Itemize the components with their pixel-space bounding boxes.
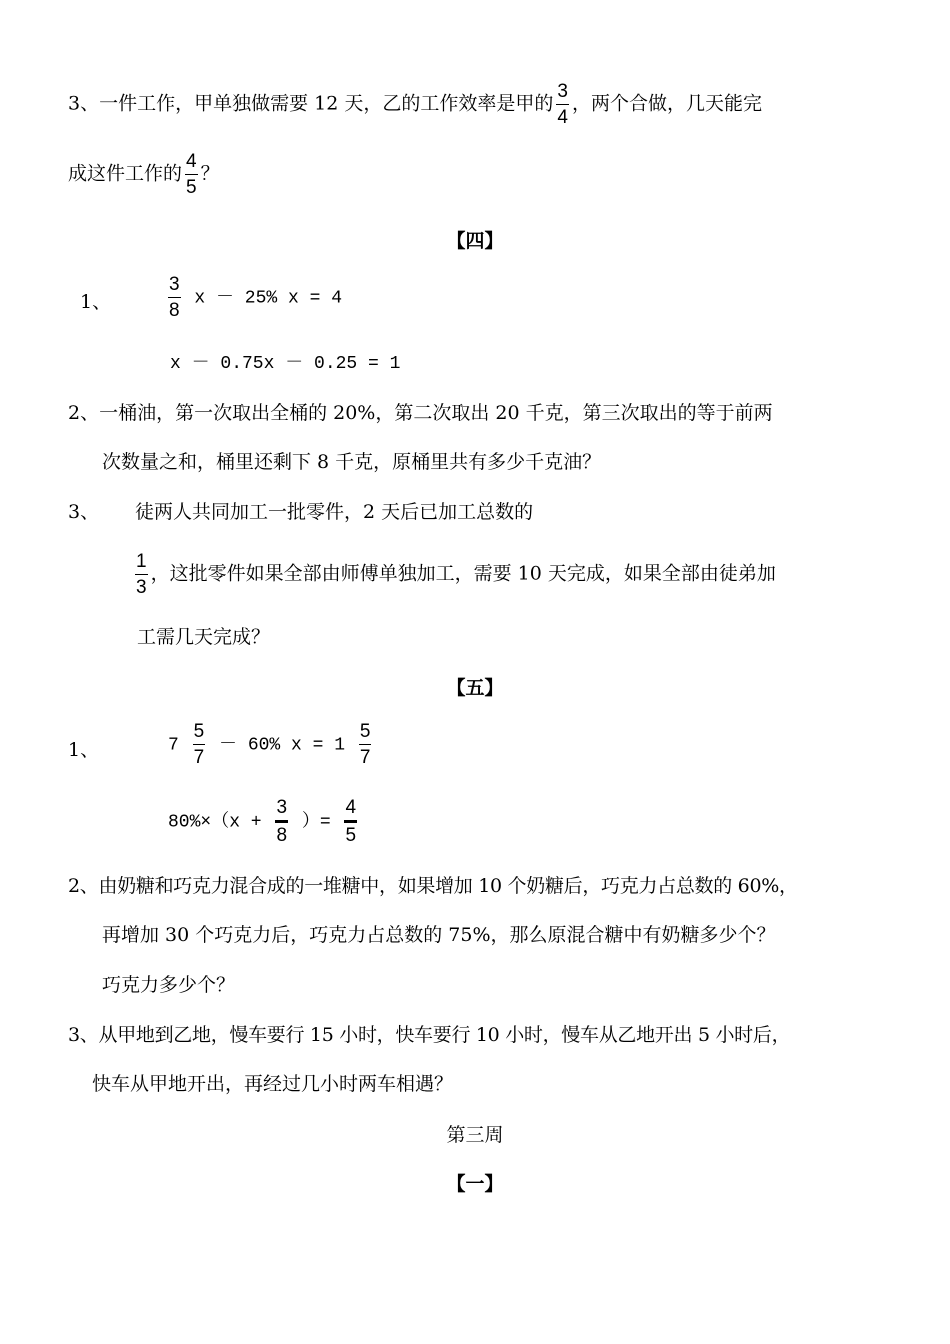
- section-4-heading: 【四】: [446, 230, 504, 252]
- sec5-q2-line1: 2、由奶糖和巧克力混合成的一堆糖中，如果增加 10 个奶糖后，巧克力占总数的 60%，: [68, 875, 798, 897]
- text: ，这批零件如果全部由师傅单独加工，需要 10 天完成，如果全部由徒弟加: [150, 562, 776, 585]
- sec5-q3-line2: 快车从甲地开出，再经过几小时两车相遇？: [92, 1073, 454, 1095]
- week-title: 第三周: [446, 1124, 504, 1146]
- sec5-q3-line1: 3、从甲地到乙地，慢车要行 15 小时，快车要行 10 小时，慢车从乙地开出 5 小时后，: [68, 1024, 791, 1046]
- fraction: $\frac{4}{5}$: [345, 797, 357, 846]
- q3-prev-line2: [68, 152, 220, 197]
- sec4-q3-label: 3、: [68, 501, 100, 523]
- text: 3、一件工作，甲单独做需要 12 天，乙的工作效率是甲的: [68, 92, 554, 115]
- sec5-q2-line3: 巧克力多少个？: [102, 974, 236, 996]
- fraction: $\frac{4}{5}$: [186, 151, 197, 198]
- sec4-q1-eq1: [165, 275, 342, 320]
- text: ？: [200, 162, 220, 185]
- sec5-q1-eq1: 7 $\frac{5}{7}$ － 60% x = 1 $\frac{5}{7}$: [168, 721, 371, 768]
- sec4-q1-eq2: x － 0.75x － 0.25 = 1: [170, 354, 401, 374]
- fraction: $\frac{1}{3}$: [136, 551, 147, 598]
- week3-section-1-heading: 【一】: [446, 1173, 504, 1195]
- fraction: $\frac{3}{4}$: [557, 81, 568, 128]
- equation-text: x － 25% x = 4: [194, 288, 343, 309]
- sec4-q1-label: 1、: [80, 291, 112, 313]
- text: ，两个合做，几天能完: [571, 92, 762, 115]
- fraction: $\frac{3}{8}$: [276, 797, 288, 846]
- sec4-q2-line2: 次数量之和，桶里还剩下 8 千克，原桶里共有多少千克油？: [102, 451, 602, 473]
- q3-prev-line1: [68, 82, 762, 127]
- text: 成这件工作的: [68, 162, 183, 185]
- sec5-q1-label: 1、: [68, 739, 100, 761]
- fraction: $\frac{3}{8}$: [169, 274, 180, 321]
- fraction: $\frac{5}{7}$: [359, 721, 371, 768]
- sec4-q3-line2: [132, 552, 776, 597]
- sec4-q2-line1: 2、一桶油，第一次取出全桶的 20%，第二次取出 20 千克，第三次取出的等于前两: [68, 402, 773, 424]
- sec4-q3-line3: 工需几天完成？: [137, 626, 271, 648]
- sec5-q1-eq2: 80%×（x + $\frac{3}{8}$ ）= $\frac{4}{5}$: [168, 797, 357, 846]
- sec5-q2-line2: 再增加 30 个巧克力后，巧克力占总数的 75%，那么原混合糖中有奶糖多少个？: [102, 924, 776, 946]
- sec4-q3-line1: 徒两人共同加工一批零件，2 天后已加工总数的: [135, 501, 534, 523]
- section-5-heading: 【五】: [446, 677, 504, 699]
- fraction: $\frac{5}{7}$: [193, 721, 205, 768]
